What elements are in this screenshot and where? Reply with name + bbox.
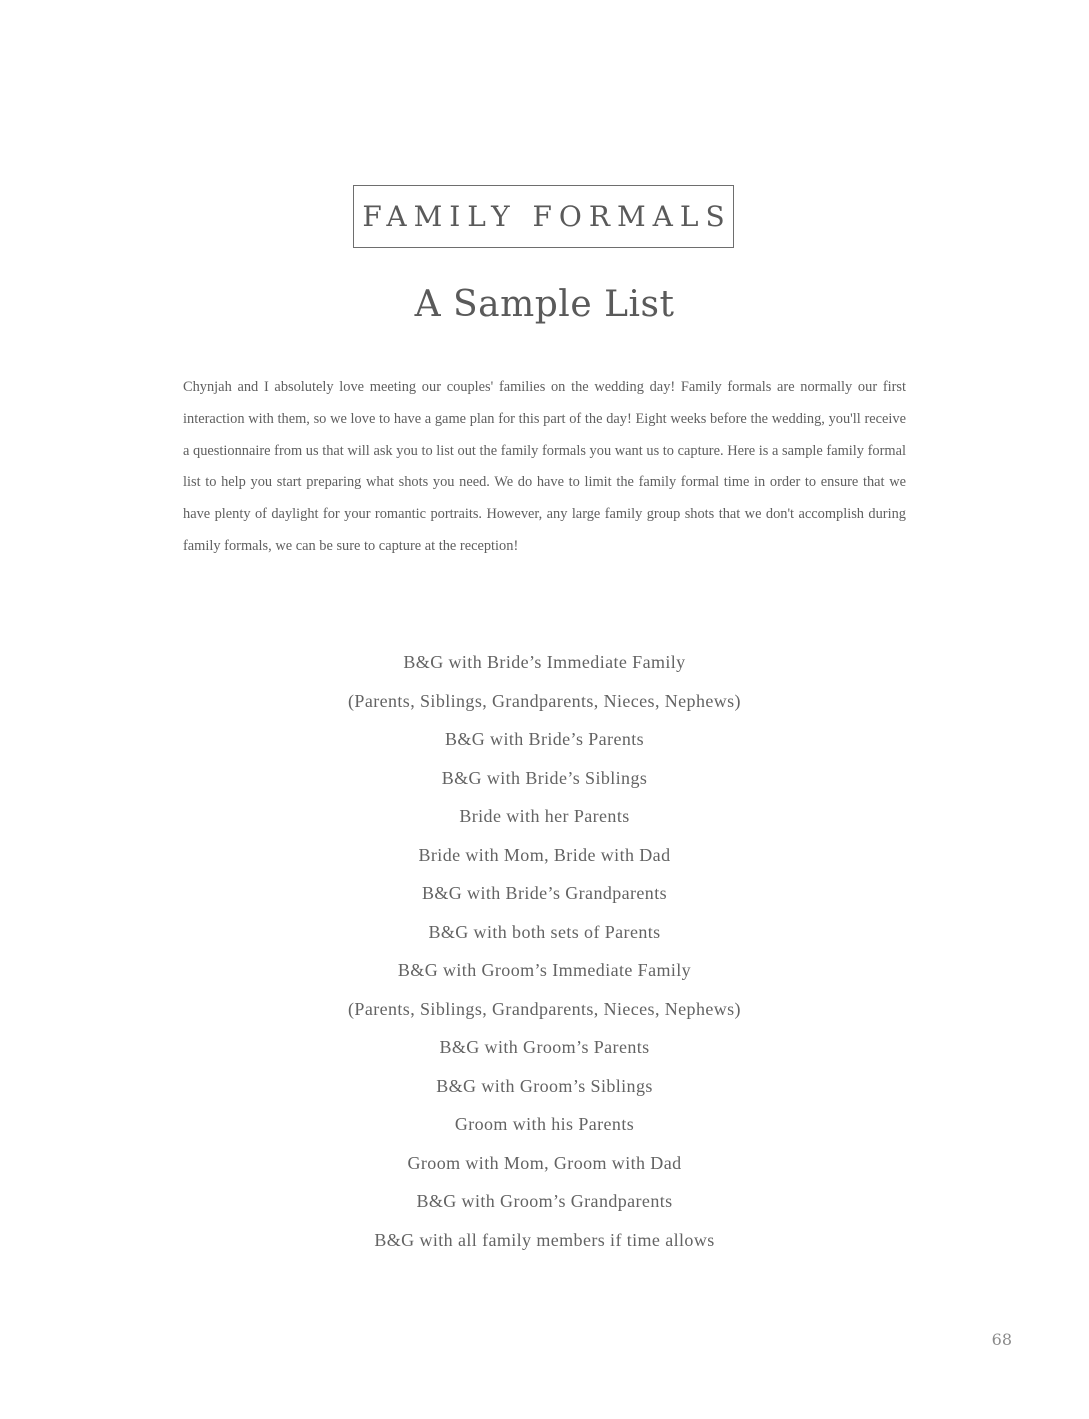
- section-title: FAMILY FORMALS: [362, 200, 732, 233]
- shot-list-item: (Parents, Siblings, Grandparents, Nieces, Nephews): [348, 998, 741, 1019]
- shot-list-item: B&G with both sets of Parents: [428, 921, 661, 942]
- shot-list-item: B&G with Bride’s Parents: [444, 729, 645, 749]
- shot-list-item: B&G with Bride’s Grandparents: [421, 883, 668, 903]
- shot-list-item: B&G with all family members if time allows: [374, 1229, 715, 1250]
- shot-list: [0, 646, 1089, 1262]
- shot-list-item: Bride with her Parents: [459, 806, 630, 826]
- page-subtitle: A Sample List: [414, 284, 675, 325]
- section-title-box: [353, 185, 734, 248]
- shot-list-item: B&G with Bride’s Immediate Family: [403, 652, 686, 672]
- shot-list-item: Groom with his Parents: [454, 1114, 635, 1134]
- shot-list-item: B&G with Groom’s Grandparents: [416, 1191, 673, 1211]
- shot-list-item: B&G with Groom’s Siblings: [436, 1075, 653, 1096]
- page-number: 68: [991, 1330, 1012, 1349]
- shot-list-item: B&G with Groom’s Parents: [439, 1037, 650, 1057]
- shot-list-item: (Parents, Siblings, Grandparents, Nieces, Nephews): [348, 690, 741, 711]
- shot-list-item: Bride with Mom, Bride with Dad: [418, 844, 671, 865]
- shot-list-item: B&G with Groom’s Immediate Family: [397, 960, 692, 980]
- shot-list-item: Groom with Mom, Groom with Dad: [407, 1152, 682, 1173]
- intro-paragraph: Chynjah and I absolutely love meeting our couples' families on the wedding day! Family formals are normally our first interaction with them, so we love to have a game plan for this part of the day! Eight weeks before the wedding, you'll receive a questionnaire from us that will ask you to list out the family formals you want us to capture. Here is a sample family formal list to help you start preparing what shots you need. We do have to limit the family formal time in order to ensure that we have plenty of daylight for your romantic portraits. However, any large family group shots that we don't accomplish during family formals, we can be sure to capture at the reception!: [183, 379, 906, 554]
- shot-list-item: B&G with Bride’s Siblings: [441, 767, 648, 788]
